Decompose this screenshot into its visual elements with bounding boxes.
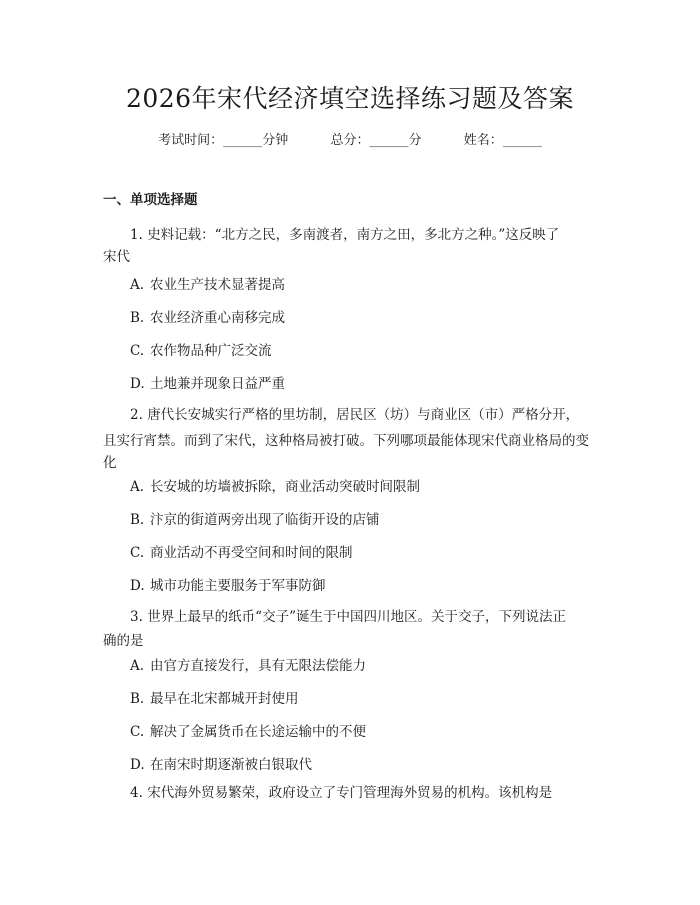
exam-meta — [0, 131, 700, 151]
option-letter: A. — [130, 479, 145, 495]
name-blank: ______ — [502, 133, 542, 148]
option-text: 土地兼并现象日益严重 — [150, 376, 285, 392]
option-text: 农业生产技术显著提高 — [150, 277, 285, 293]
option-text: 农业经济重心南移完成 — [150, 310, 285, 326]
option-letter: D. — [130, 578, 145, 594]
option-letter: B. — [130, 691, 145, 707]
option-2a[interactable] — [130, 477, 420, 497]
option-text: 最早在北宋都城开封使用 — [150, 691, 299, 707]
option-1a[interactable] — [130, 275, 285, 295]
question-2 — [103, 402, 597, 476]
option-2b[interactable] — [130, 510, 380, 530]
option-letter: B. — [130, 310, 145, 326]
option-3c[interactable] — [130, 722, 366, 742]
option-text: 商业活动不再受空间和时间的限制 — [150, 545, 353, 561]
option-text: 长安城的坊墙被拆除，商业活动突破时间限制 — [150, 479, 420, 495]
option-letter: A. — [130, 658, 145, 674]
section-heading: 一、单项选择题 — [103, 192, 198, 208]
option-3d[interactable] — [130, 755, 312, 775]
option-2c[interactable] — [130, 543, 353, 563]
option-letter: B. — [130, 512, 145, 528]
option-2d[interactable] — [130, 576, 326, 596]
question-number: 3. — [130, 609, 143, 625]
question-1 — [103, 222, 597, 270]
option-letter: A. — [130, 277, 145, 293]
score-label: 总分： — [330, 133, 370, 148]
question-text-cont: 确的是 — [103, 633, 144, 649]
option-text: 解决了金属货币在长途运输中的不便 — [150, 724, 366, 740]
name-label: 姓名： — [463, 133, 503, 148]
question-text: 宋代海外贸易繁荣，政府设立了专门管理海外贸易的机构。该机构是 — [147, 785, 553, 801]
option-letter: C. — [130, 545, 145, 561]
option-text: 城市功能主要服务于军事防御 — [150, 578, 326, 594]
question-number: 4. — [130, 785, 143, 801]
option-1b[interactable] — [130, 308, 285, 328]
option-1d[interactable] — [130, 374, 285, 394]
option-1c[interactable] — [130, 341, 272, 361]
question-text: 世界上最早的纸币“交子”诞生于中国四川地区。关于交子，下列说法正 — [147, 609, 566, 625]
question-text-cont: 宋代 — [103, 249, 130, 265]
question-number: 1. — [130, 227, 143, 243]
time-blank: ______ — [223, 133, 263, 148]
option-text: 由官方直接发行，具有无限法偿能力 — [150, 658, 366, 674]
time-label: 考试时间： — [158, 133, 224, 148]
option-letter: D. — [130, 376, 145, 392]
question-text-cont: 且实行宵禁。而到了宋代，这种格局被打破。下列哪项最能体现宋代商业格局的变 — [103, 433, 589, 449]
question-number: 2. — [130, 407, 143, 423]
option-letter: C. — [130, 343, 145, 359]
page-title: 2026年宋代经济填空选择练习题及答案 — [125, 84, 575, 113]
option-text: 在南宋时期逐渐被白银取代 — [150, 757, 312, 773]
score-blank: ______ — [369, 133, 409, 148]
time-unit: 分钟 — [262, 133, 289, 148]
question-text: 唐代长安城实行严格的里坊制，居民区（坊）与商业区（市）严格分开， — [147, 407, 580, 423]
question-4 — [103, 780, 597, 806]
option-letter: D. — [130, 757, 145, 773]
option-text: 汴京的街道两旁出现了临街开设的店铺 — [150, 512, 380, 528]
score-unit: 分 — [408, 133, 422, 148]
option-3b[interactable] — [130, 689, 299, 709]
option-3a[interactable] — [130, 656, 366, 676]
option-text: 农作物品种广泛交流 — [150, 343, 272, 359]
option-letter: C. — [130, 724, 145, 740]
question-text-cont: 化 — [103, 455, 117, 471]
question-text: 史料记载：“北方之民，多南渡者，南方之田，多北方之种。”这反映了 — [147, 227, 560, 243]
question-3 — [103, 604, 597, 654]
